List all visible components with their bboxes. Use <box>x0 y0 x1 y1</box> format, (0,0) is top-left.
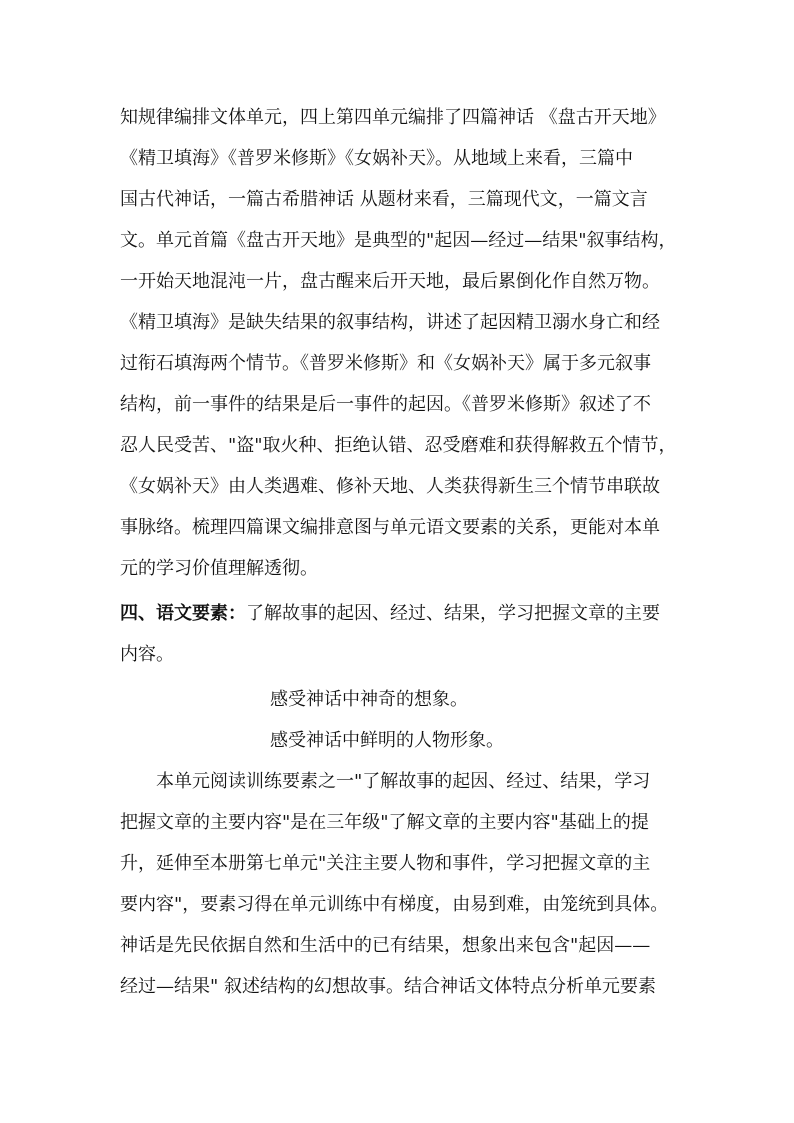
text-line: 结构，前一事件的结果是后一事件的起因。《普罗米修斯》叙述了不 <box>120 394 651 415</box>
centered-line: 感受神话中鲜明的人物形象。 <box>270 730 504 751</box>
centered-line: 感受神话中神奇的想象。 <box>270 689 468 710</box>
text-line: 神话是先民依据自然和生活中的已有结果，想象出来包含"起因—— <box>120 935 651 956</box>
text-line: 经过—结果" 叙述结构的幻想故事。结合神话文体特点分析单元要素 <box>120 976 656 997</box>
text-line: 要内容"，要素习得在单元训练中有梯度，由易到难，由笼统到具体。 <box>120 894 669 915</box>
text-line: 文。单元首篇《盘古开天地》是典型的"起因—经过—结果"叙事结构， <box>120 230 677 251</box>
text-line: 把握文章的主要内容"是在三年级"了解文章的主要内容"基础上的提 <box>120 812 649 833</box>
text-line: 《精卫填海》《普罗米修斯》《女娲补天》。从地域上来看，三篇中 <box>120 148 633 169</box>
text-line: 忍人民受苦、"盗"取火种、拒绝认错、忍受磨难和获得解救五个情节， <box>120 435 677 456</box>
section-heading-text: 了解故事的起因、经过、结果，学习把握文章的主要 <box>246 603 660 624</box>
section-heading-label: 四、语文要素： <box>120 603 246 624</box>
text-line: 一开始天地混沌一片，盘古醒来后开天地，最后累倒化作自然万物。 <box>120 271 660 292</box>
text-line: 过衔石填海两个情节。《普罗米修斯》和《女娲补天》属于多元叙事 <box>120 353 651 374</box>
text-line: 知规律编排文体单元，四上第四单元编排了四篇神话 《盘古开天地》 <box>120 107 666 128</box>
text-line: 事脉络。梳理四篇课文编排意图与单元语文要素的关系，更能对本单 <box>120 517 660 538</box>
text-line: 元的学习价值理解透彻。 <box>120 558 318 579</box>
text-line: 内容。 <box>120 644 174 665</box>
text-line: 国古代神话，一篇古希腊神话 从题材来看，三篇现代文，一篇文言 <box>120 189 648 210</box>
text-line: 《女娲补天》由人类遇难、修补天地、人类获得新生三个情节串联故 <box>120 476 660 497</box>
section-heading <box>120 602 690 626</box>
text-line: 《精卫填海》是缺失结果的叙事结构，讲述了起因精卫溺水身亡和经 <box>120 312 660 333</box>
text-line: 本单元阅读训练要素之一"了解故事的起因、经过、结果，学习 <box>156 771 651 792</box>
text-line: 升，延伸至本册第七单元"关注主要人物和事件，学习把握文章的主 <box>120 853 651 874</box>
